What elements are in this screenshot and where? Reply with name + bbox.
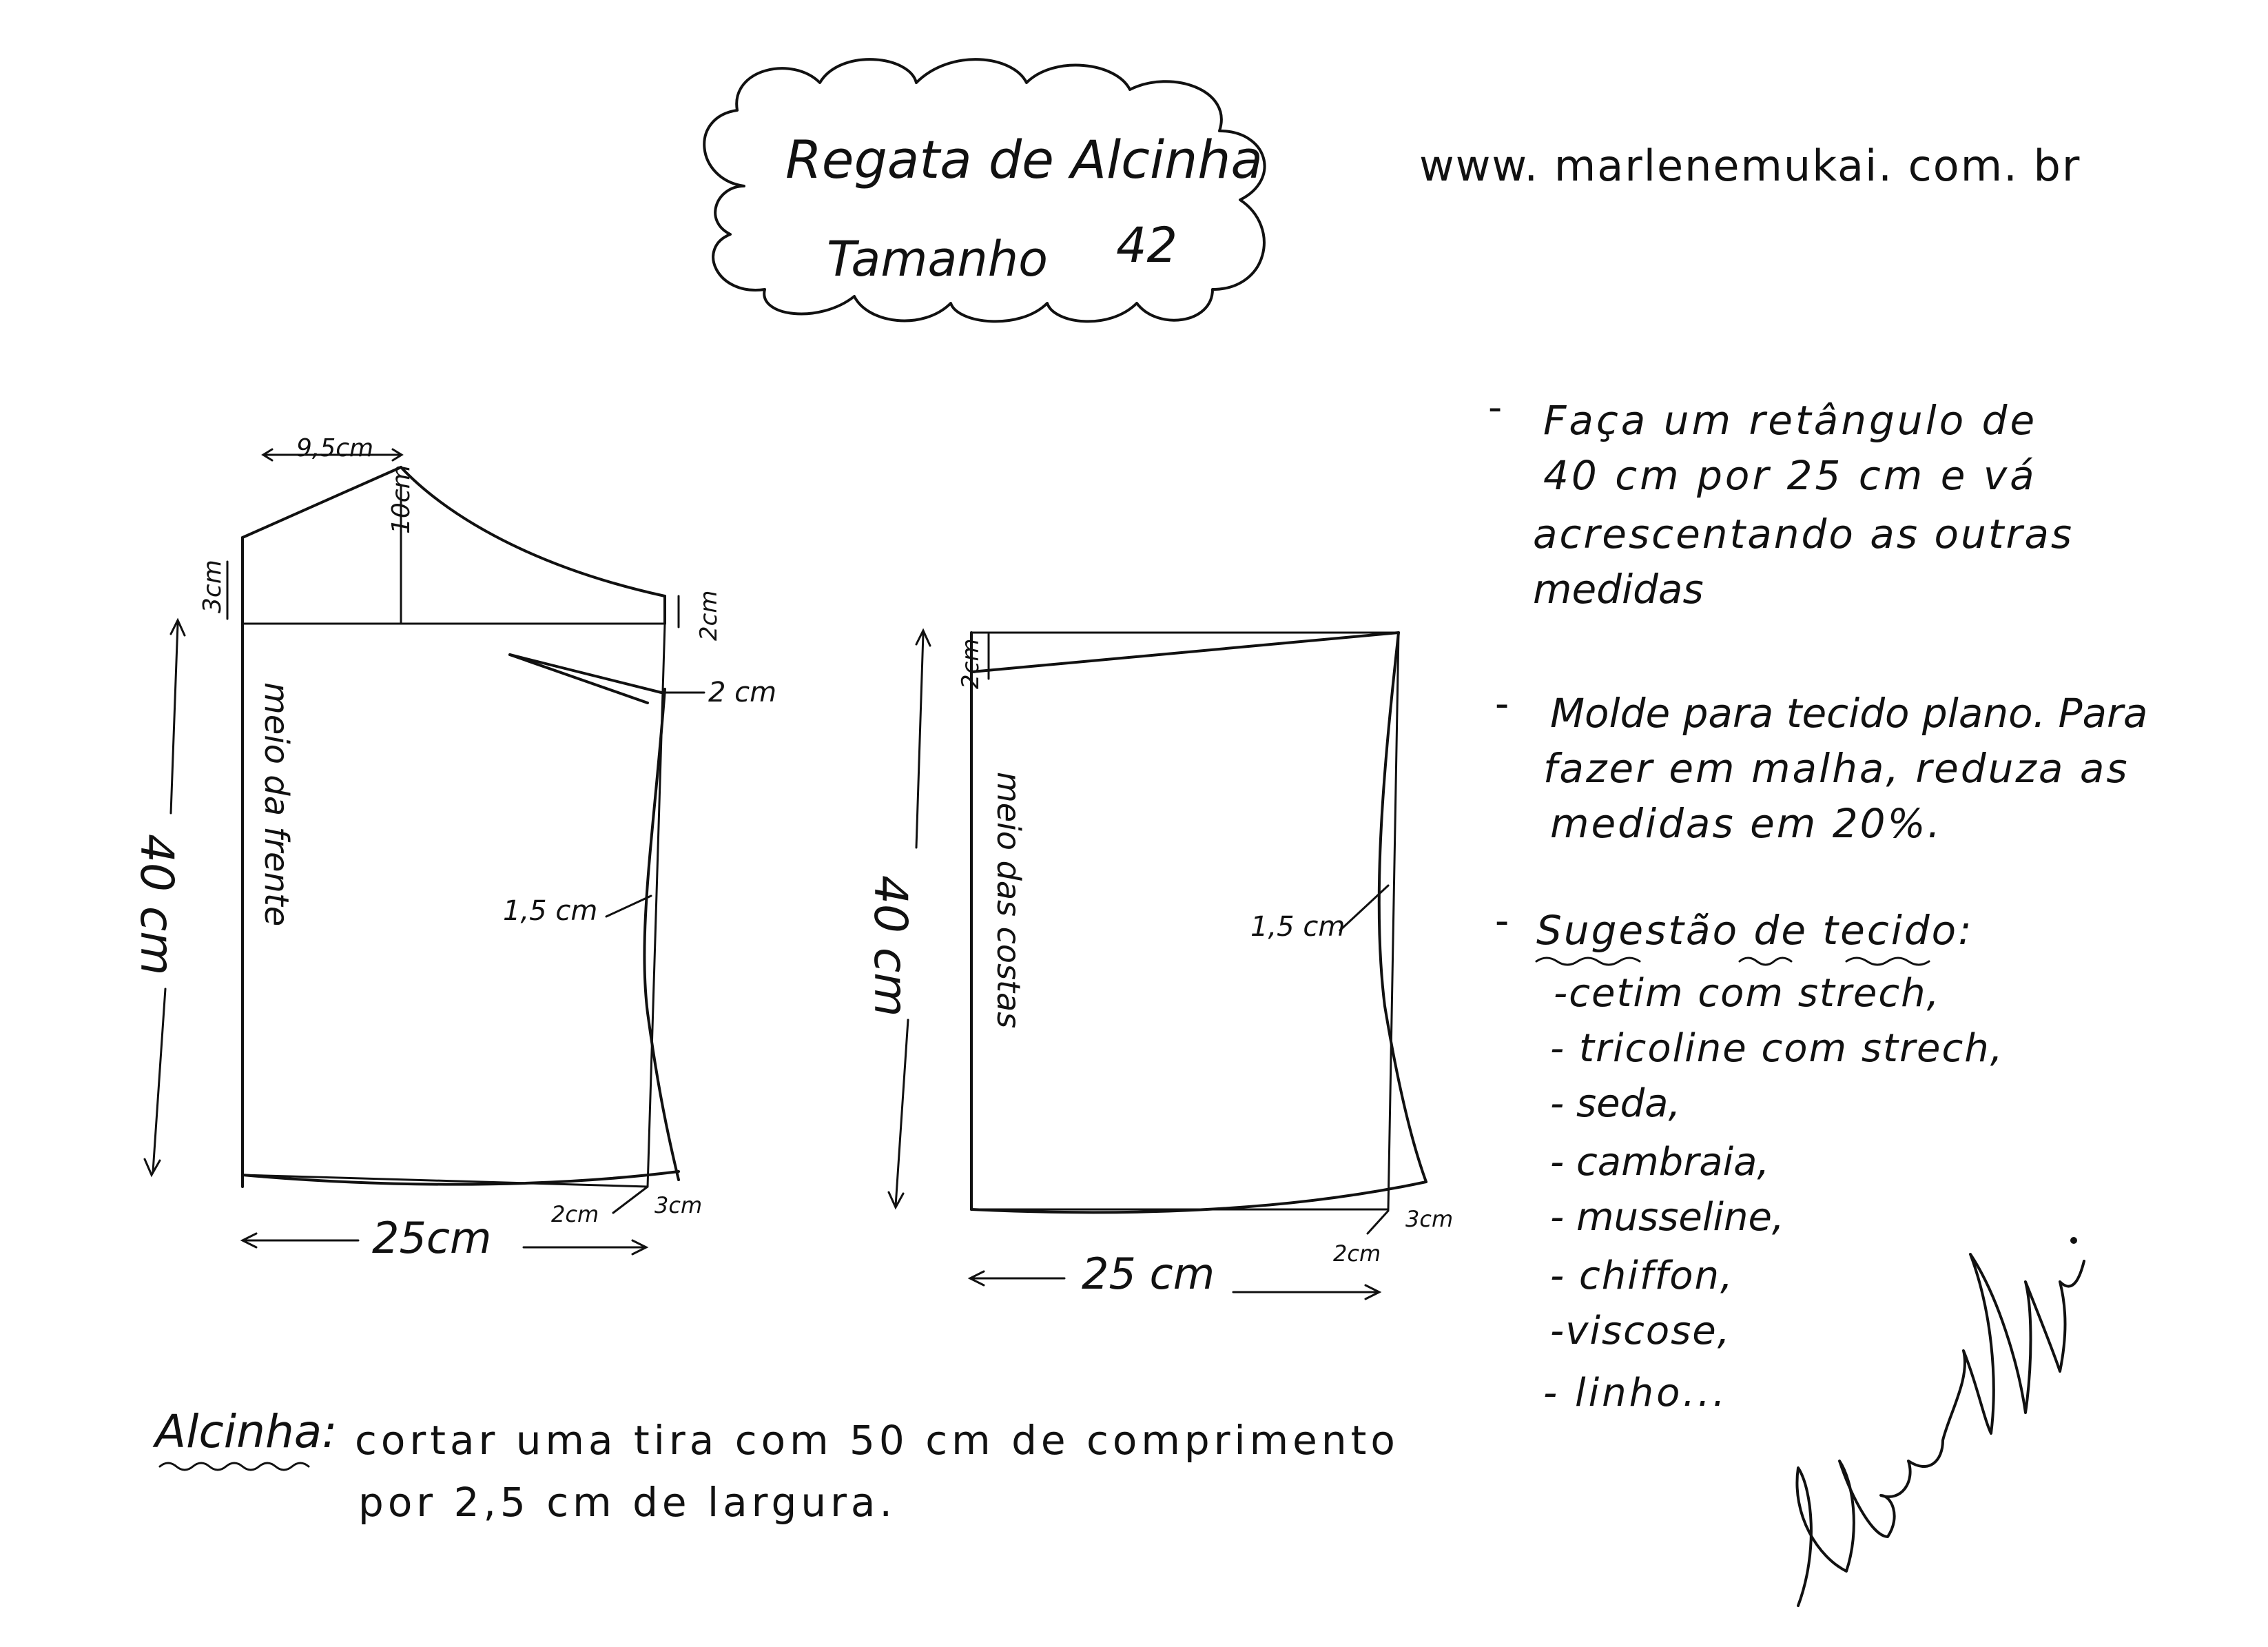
fabric-item-5: - musseline, bbox=[1550, 1195, 1784, 1240]
back-height-line-top bbox=[916, 634, 923, 848]
note-1-line-1: Faça um retângulo de bbox=[1543, 397, 2038, 444]
front-height-label: 40 cm bbox=[130, 834, 183, 976]
front-armhole-right-label: 2cm bbox=[695, 590, 723, 641]
instructions-block bbox=[1488, 385, 2147, 847]
front-shoulder-width-label: 9,5cm bbox=[296, 434, 374, 462]
front-height-line-bottom bbox=[153, 989, 165, 1172]
front-height-line-top bbox=[171, 624, 178, 813]
strap-label: Alcinha: bbox=[155, 1405, 338, 1458]
front-hem bbox=[243, 1172, 679, 1185]
note-1-line-3: acrescentando as outras bbox=[1533, 511, 2074, 557]
back-side-curve bbox=[1379, 633, 1426, 1182]
fabric-dash: - bbox=[1495, 899, 1509, 943]
fabric-suggestions bbox=[1495, 899, 2004, 1415]
front-width-label: 25cm bbox=[372, 1213, 492, 1263]
strap-instructions bbox=[152, 1405, 1399, 1526]
back-width-label: 25 cm bbox=[1082, 1249, 1215, 1299]
back-hem-right-label: 3cm bbox=[1405, 1206, 1454, 1232]
front-hem-left-label: 2cm bbox=[551, 1201, 599, 1227]
back-hem-bottom-label: 2cm bbox=[1333, 1240, 1381, 1267]
fabric-item-1: -cetim com strech, bbox=[1554, 971, 1941, 1016]
fabric-item-8: - linho... bbox=[1543, 1371, 1728, 1415]
title-size-label: Tamanho bbox=[827, 231, 1048, 287]
back-center-label: meio das costas bbox=[990, 772, 1027, 1029]
fabric-heading: Sugestão de tecido: bbox=[1536, 907, 1974, 954]
strap-label-underline bbox=[160, 1463, 309, 1470]
front-hem-arrow bbox=[613, 1187, 648, 1213]
note-1-line-4: medidas bbox=[1533, 566, 1704, 613]
signature bbox=[1797, 1237, 2084, 1606]
back-top-drop-label: 2cm bbox=[957, 638, 984, 689]
title-line1: Regata de Alcinha bbox=[785, 129, 1263, 190]
back-side-curve-arrow bbox=[1340, 886, 1388, 930]
front-neck-depth-label: 10cm bbox=[387, 464, 415, 534]
note-2-dash: - bbox=[1495, 682, 1509, 726]
front-armhole-curve bbox=[401, 467, 665, 596]
note-1-dash: - bbox=[1488, 385, 1503, 430]
back-hem bbox=[971, 1182, 1426, 1212]
front-pattern-piece bbox=[130, 434, 776, 1263]
fabric-item-6: - chiffon, bbox=[1550, 1254, 1734, 1298]
fabric-heading-underline bbox=[1536, 958, 1640, 965]
front-hem-right-label: 3cm bbox=[654, 1192, 703, 1218]
front-center-label: meio da frente bbox=[257, 682, 296, 927]
signature-stroke bbox=[1797, 1254, 2084, 1606]
front-dart-label: 2 cm bbox=[708, 677, 777, 708]
front-dart-top bbox=[510, 655, 661, 693]
note-1-line-2: 40 cm por 25 cm e vá bbox=[1543, 452, 2037, 499]
back-height-line-bottom bbox=[896, 1020, 908, 1206]
back-hem-arrow bbox=[1368, 1211, 1388, 1234]
fabric-item-4: - cambraia, bbox=[1550, 1140, 1770, 1185]
note-2-line-3: medidas em 20%. bbox=[1550, 800, 1943, 847]
back-top-curve bbox=[971, 633, 1399, 672]
front-side-curve-label: 1,5 cm bbox=[503, 895, 598, 927]
fabric-item-3: - seda, bbox=[1550, 1081, 1681, 1126]
title-size-value: 42 bbox=[1116, 217, 1178, 274]
strap-line-1: cortar uma tira com 50 cm de comprimento bbox=[355, 1417, 1399, 1464]
strap-line-2: por 2,5 cm de largura. bbox=[358, 1479, 896, 1526]
back-pattern-piece bbox=[864, 631, 1453, 1299]
back-height-label: 40 cm bbox=[864, 875, 917, 1017]
signature-dot bbox=[2070, 1237, 2077, 1244]
fabric-heading-underline-3 bbox=[1846, 958, 1929, 965]
front-strap-left bbox=[243, 467, 401, 538]
note-2-line-2: fazer em malha, reduza as bbox=[1543, 745, 2130, 792]
fabric-item-7: -viscose, bbox=[1550, 1309, 1731, 1353]
front-shoulder-left-label: 3cm bbox=[198, 560, 227, 613]
website-url: www. marlenemukai. com. br bbox=[1419, 141, 2081, 191]
fabric-item-2: - tricoline com strech, bbox=[1550, 1026, 2004, 1071]
fabric-heading-underline-2 bbox=[1740, 958, 1791, 965]
note-2-line-1: Molde para tecido plano. Para bbox=[1550, 690, 2148, 737]
front-dart-bottom bbox=[510, 655, 648, 703]
back-side-curve-label: 1,5 cm bbox=[1250, 911, 1346, 943]
